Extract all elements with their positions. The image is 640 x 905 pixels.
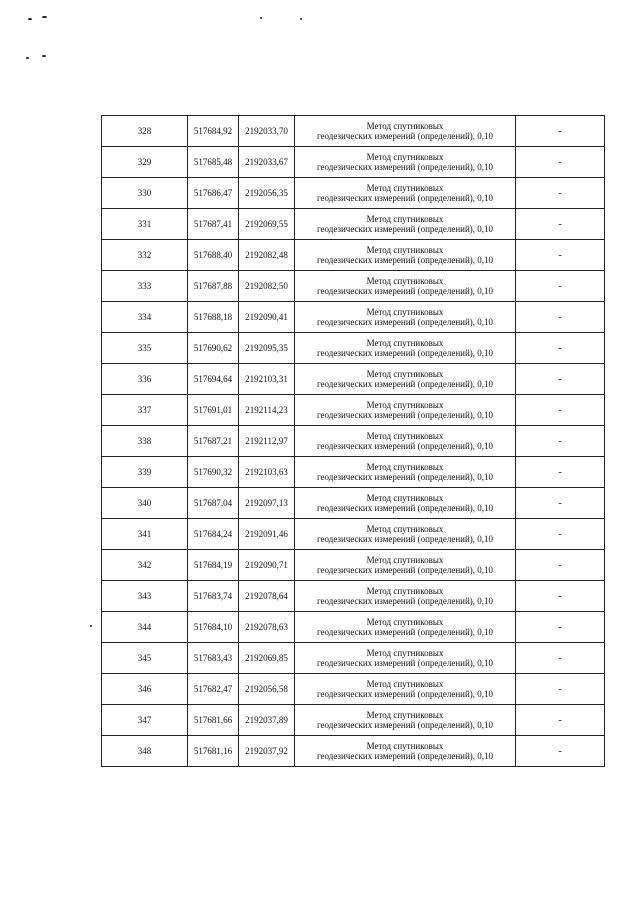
note-dash: -: [558, 683, 562, 695]
x-coordinate-cell: 517683,43: [188, 643, 239, 674]
x-coordinate-cell: 517682,47: [188, 674, 239, 705]
scan-speck: [260, 17, 262, 19]
note-dash: -: [558, 590, 562, 602]
method-line-2: геодезических измерений (определений), 0,10: [316, 596, 494, 606]
note-dash: -: [558, 435, 562, 447]
method-cell: [295, 364, 516, 395]
y-coordinate-cell: 2192090,41: [239, 302, 295, 333]
point-number-cell: 343: [102, 581, 188, 612]
method-line-2: геодезических измерений (определений), 0,10: [316, 379, 494, 389]
method-line-2: геодезических измерений (определений), 0,10: [316, 534, 494, 544]
note-cell: [516, 302, 605, 333]
table-row: [102, 488, 605, 519]
note-cell: [516, 643, 605, 674]
method-line-1: Метод спутниковых: [366, 214, 444, 224]
method-line-1: Метод спутниковых: [366, 648, 444, 658]
method-line-1: Метод спутниковых: [366, 617, 444, 627]
x-coordinate-cell: 517687,21: [188, 426, 239, 457]
method-line-1: Метод спутниковых: [366, 493, 444, 503]
method-line-2: геодезических измерений (определений), 0,10: [316, 472, 494, 482]
method-line-1: Метод спутниковых: [366, 462, 444, 472]
y-coordinate-cell: 2192069,55: [239, 209, 295, 240]
note-cell: [516, 488, 605, 519]
point-number-cell: 342: [102, 550, 188, 581]
y-coordinate-cell: 2192103,31: [239, 364, 295, 395]
note-cell: [516, 426, 605, 457]
method-line-1: Метод спутниковых: [366, 183, 444, 193]
note-cell: [516, 457, 605, 488]
table-row: [102, 271, 605, 302]
x-coordinate-cell: 517685,48: [188, 147, 239, 178]
point-number-cell: 348: [102, 736, 188, 767]
note-dash: -: [558, 249, 562, 261]
method-cell: [295, 581, 516, 612]
y-coordinate-cell: 2192095,35: [239, 333, 295, 364]
method-line-2: геодезических измерений (определений), 0,10: [316, 565, 494, 575]
note-cell: [516, 333, 605, 364]
table-row: [102, 240, 605, 271]
y-coordinate-cell: 2192082,48: [239, 240, 295, 271]
y-coordinate-cell: 2192097,13: [239, 488, 295, 519]
coordinates-table: [101, 115, 605, 767]
method-cell: [295, 550, 516, 581]
note-dash: -: [558, 342, 562, 354]
scan-speck: [300, 18, 302, 20]
method-cell: [295, 457, 516, 488]
note-cell: [516, 674, 605, 705]
x-coordinate-cell: 517690,32: [188, 457, 239, 488]
y-coordinate-cell: 2192090,71: [239, 550, 295, 581]
method-line-2: геодезических измерений (определений), 0,10: [316, 317, 494, 327]
method-line-1: Метод спутниковых: [366, 524, 444, 534]
scan-speck: [42, 16, 47, 18]
method-cell: [295, 705, 516, 736]
point-number-cell: 339: [102, 457, 188, 488]
method-line-2: геодезических измерений (определений), 0,10: [316, 286, 494, 296]
method-cell: [295, 674, 516, 705]
method-line-1: Метод спутниковых: [366, 338, 444, 348]
method-line-2: геодезических измерений (определений), 0,10: [316, 255, 494, 265]
method-line-1: Метод спутниковых: [366, 121, 444, 131]
table-row: [102, 395, 605, 426]
y-coordinate-cell: 2192112,97: [239, 426, 295, 457]
table-row: [102, 581, 605, 612]
x-coordinate-cell: 517684,24: [188, 519, 239, 550]
table-row: [102, 736, 605, 767]
point-number-cell: 331: [102, 209, 188, 240]
table-row: [102, 178, 605, 209]
point-number-cell: 344: [102, 612, 188, 643]
method-line-2: геодезических измерений (определений), 0,10: [316, 193, 494, 203]
y-coordinate-cell: 2192056,35: [239, 178, 295, 209]
note-dash: -: [558, 497, 562, 509]
method-cell: [295, 178, 516, 209]
point-number-cell: 345: [102, 643, 188, 674]
table-row: [102, 612, 605, 643]
method-line-1: Метод спутниковых: [366, 586, 444, 596]
method-cell: [295, 395, 516, 426]
method-line-1: Метод спутниковых: [366, 307, 444, 317]
note-cell: [516, 519, 605, 550]
method-line-2: геодезических измерений (определений), 0,10: [316, 348, 494, 358]
point-number-cell: 347: [102, 705, 188, 736]
method-line-1: Метод спутниковых: [366, 400, 444, 410]
method-line-1: Метод спутниковых: [366, 741, 444, 751]
point-number-cell: 336: [102, 364, 188, 395]
point-number-cell: 337: [102, 395, 188, 426]
method-line-1: Метод спутниковых: [366, 276, 444, 286]
method-line-2: геодезических измерений (определений), 0,10: [316, 503, 494, 513]
note-cell: [516, 612, 605, 643]
table-row: [102, 302, 605, 333]
x-coordinate-cell: 517691,01: [188, 395, 239, 426]
y-coordinate-cell: 2192037,92: [239, 736, 295, 767]
table-row: [102, 674, 605, 705]
note-dash: -: [558, 528, 562, 540]
method-cell: [295, 488, 516, 519]
method-line-2: геодезических измерений (определений), 0,10: [316, 627, 494, 637]
method-line-1: Метод спутниковых: [366, 431, 444, 441]
note-dash: -: [558, 280, 562, 292]
method-cell: [295, 240, 516, 271]
y-coordinate-cell: 2192078,63: [239, 612, 295, 643]
method-line-2: геодезических измерений (определений), 0,10: [316, 162, 494, 172]
note-dash: -: [558, 652, 562, 664]
scan-speck: [42, 55, 46, 57]
coordinates-table-body: [102, 116, 605, 767]
method-cell: [295, 147, 516, 178]
table-row: [102, 457, 605, 488]
note-cell: [516, 736, 605, 767]
point-number-cell: 333: [102, 271, 188, 302]
y-coordinate-cell: 2192078,64: [239, 581, 295, 612]
note-dash: -: [558, 714, 562, 726]
method-line-2: геодезических измерений (определений), 0,10: [316, 689, 494, 699]
table-row: [102, 643, 605, 674]
table-row: [102, 209, 605, 240]
method-line-1: Метод спутниковых: [366, 710, 444, 720]
method-line-2: геодезических измерений (определений), 0,10: [316, 720, 494, 730]
method-cell: [295, 736, 516, 767]
y-coordinate-cell: 2192037,89: [239, 705, 295, 736]
y-coordinate-cell: 2192114,23: [239, 395, 295, 426]
table-row: [102, 116, 605, 147]
x-coordinate-cell: 517681,16: [188, 736, 239, 767]
method-cell: [295, 209, 516, 240]
scan-speck: [26, 57, 29, 59]
method-line-1: Метод спутниковых: [366, 555, 444, 565]
method-line-1: Метод спутниковых: [366, 245, 444, 255]
note-dash: -: [558, 466, 562, 478]
note-dash: -: [558, 311, 562, 323]
x-coordinate-cell: 517684,19: [188, 550, 239, 581]
x-coordinate-cell: 517683,74: [188, 581, 239, 612]
note-dash: -: [558, 404, 562, 416]
point-number-cell: 330: [102, 178, 188, 209]
note-dash: -: [558, 187, 562, 199]
point-number-cell: 341: [102, 519, 188, 550]
note-cell: [516, 705, 605, 736]
x-coordinate-cell: 517687,88: [188, 271, 239, 302]
method-cell: [295, 519, 516, 550]
method-line-1: Метод спутниковых: [366, 152, 444, 162]
y-coordinate-cell: 2192082,50: [239, 271, 295, 302]
note-cell: [516, 271, 605, 302]
y-coordinate-cell: 2192056,58: [239, 674, 295, 705]
x-coordinate-cell: 517687,04: [188, 488, 239, 519]
method-cell: [295, 333, 516, 364]
note-dash: -: [558, 621, 562, 633]
note-cell: [516, 395, 605, 426]
table-row: [102, 426, 605, 457]
table-row: [102, 333, 605, 364]
x-coordinate-cell: 517688,18: [188, 302, 239, 333]
method-line-1: Метод спутниковых: [366, 679, 444, 689]
point-number-cell: 332: [102, 240, 188, 271]
point-number-cell: 334: [102, 302, 188, 333]
method-line-2: геодезических измерений (определений), 0,10: [316, 224, 494, 234]
method-line-2: геодезических измерений (определений), 0,10: [316, 751, 494, 761]
point-number-cell: 329: [102, 147, 188, 178]
scan-speck: [90, 625, 92, 627]
method-cell: [295, 612, 516, 643]
y-coordinate-cell: 2192103,63: [239, 457, 295, 488]
x-coordinate-cell: 517684,10: [188, 612, 239, 643]
note-cell: [516, 364, 605, 395]
point-number-cell: 335: [102, 333, 188, 364]
note-cell: [516, 550, 605, 581]
table-row: [102, 705, 605, 736]
method-line-2: геодезических измерений (определений), 0,10: [316, 410, 494, 420]
note-cell: [516, 116, 605, 147]
method-line-2: геодезических измерений (определений), 0,10: [316, 441, 494, 451]
note-dash: -: [558, 125, 562, 137]
table-row: [102, 364, 605, 395]
x-coordinate-cell: 517681,66: [188, 705, 239, 736]
method-cell: [295, 116, 516, 147]
note-cell: [516, 178, 605, 209]
note-dash: -: [558, 745, 562, 757]
note-cell: [516, 147, 605, 178]
scan-speck: [28, 18, 32, 20]
table-row: [102, 519, 605, 550]
note-dash: -: [558, 559, 562, 571]
y-coordinate-cell: 2192033,67: [239, 147, 295, 178]
table-row: [102, 550, 605, 581]
note-dash: -: [558, 156, 562, 168]
note-dash: -: [558, 373, 562, 385]
method-cell: [295, 271, 516, 302]
point-number-cell: 346: [102, 674, 188, 705]
x-coordinate-cell: 517694,64: [188, 364, 239, 395]
method-line-2: геодезических измерений (определений), 0,10: [316, 658, 494, 668]
method-line-1: Метод спутниковых: [366, 369, 444, 379]
note-cell: [516, 209, 605, 240]
note-cell: [516, 581, 605, 612]
table-row: [102, 147, 605, 178]
method-cell: [295, 643, 516, 674]
point-number-cell: 338: [102, 426, 188, 457]
point-number-cell: 328: [102, 116, 188, 147]
x-coordinate-cell: 517688,40: [188, 240, 239, 271]
note-cell: [516, 240, 605, 271]
y-coordinate-cell: 2192091,46: [239, 519, 295, 550]
x-coordinate-cell: 517686,47: [188, 178, 239, 209]
x-coordinate-cell: 517690,62: [188, 333, 239, 364]
x-coordinate-cell: 517684,92: [188, 116, 239, 147]
method-cell: [295, 302, 516, 333]
method-cell: [295, 426, 516, 457]
method-line-2: геодезических измерений (определений), 0,10: [316, 131, 494, 141]
y-coordinate-cell: 2192033,70: [239, 116, 295, 147]
point-number-cell: 340: [102, 488, 188, 519]
x-coordinate-cell: 517687,41: [188, 209, 239, 240]
note-dash: -: [558, 218, 562, 230]
y-coordinate-cell: 2192069,85: [239, 643, 295, 674]
